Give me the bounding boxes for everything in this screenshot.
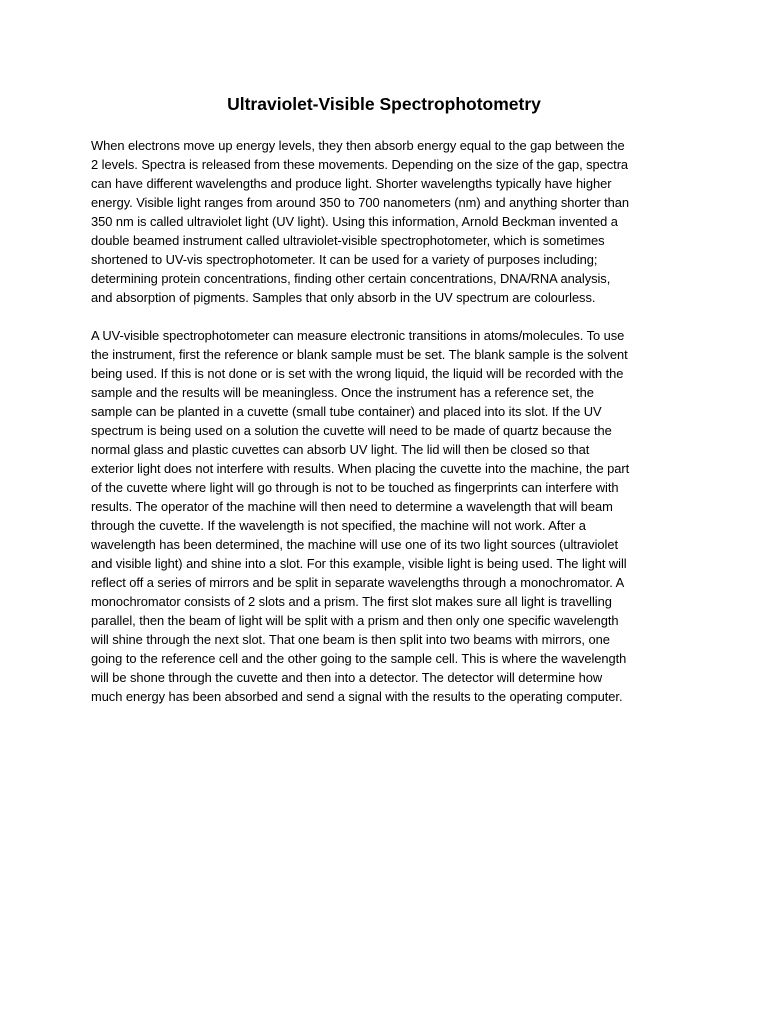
- document-body: [91, 136, 679, 725]
- page-title: Ultraviolet-Visible Spectrophotometry: [227, 94, 541, 114]
- paragraph-intro: When electrons move up energy levels, they then absorb energy equal to the gap between the 2 levels. Spectra is released from these movements. Depending on the size of the gap, spectra can have different wavelengths and produce light. Shorter wavelengths typically have higher energy. Visible light ranges from around 350 to 700 nanometers (nm) and anything shorter than 350 nm is called ultraviolet light (UV light). Using this information, Arnold Beckman invented a double beamed instrument called ultraviolet-visible spectrophotometer, which is sometimes shortened to UV-vis spectrophotometer. It can be used for a variety of purposes including; determining protein concentrations, finding other certain concentrations, DNA/RNA analysis, and absorption of pigments. Samples that only absorb in the UV spectrum are colourless.: [91, 138, 630, 305]
- paragraph-procedure: A UV-visible spectrophotometer can measure electronic transitions in atoms/molecules. To use the instrument, first the reference or blank sample must be set. The blank sample is the solvent being used. If this is not done or is set with the wrong liquid, the liquid will be recorded with the sample and the results will be meaningless. Once the instrument has a reference set, the sample can be planted in a cuvette (small tube container) and placed into its slot. If the UV spectrum is being used on a solution the cuvette will need to be made of quartz because the normal glass and plastic cuvettes can absorb UV light. The lid will then be closed so that exterior light does not interfere with results. When placing the cuvette into the machine, the part of the cuvette where light will go through is not to be touched as fingerprints can interfere with results. The operator of the machine will then need to determine a wavelength that will beam through the cuvette. If the wavelength is not specified, the machine will not work. After a wavelength has been determined, the machine will use one of its two light sources (ultraviolet and visible light) and shine into a slot. For this example, visible light is being used. The light will reflect off a series of mirrors and be split in separate wavelengths through a monochromator. A monochromator consists of 2 slots and a prism. The first slot makes sure all light is travelling parallel, then the beam of light will be split with a prism and then only one specific wavelength will shine through the next slot. That one beam is then split into two beams with mirrors, one going to the reference cell and the other going to the sample cell. This is where the wavelength will be shone through the cuvette and then into a detector. The detector will determine how much energy has been absorbed and send a signal with the results to the operating computer.: [91, 328, 630, 704]
